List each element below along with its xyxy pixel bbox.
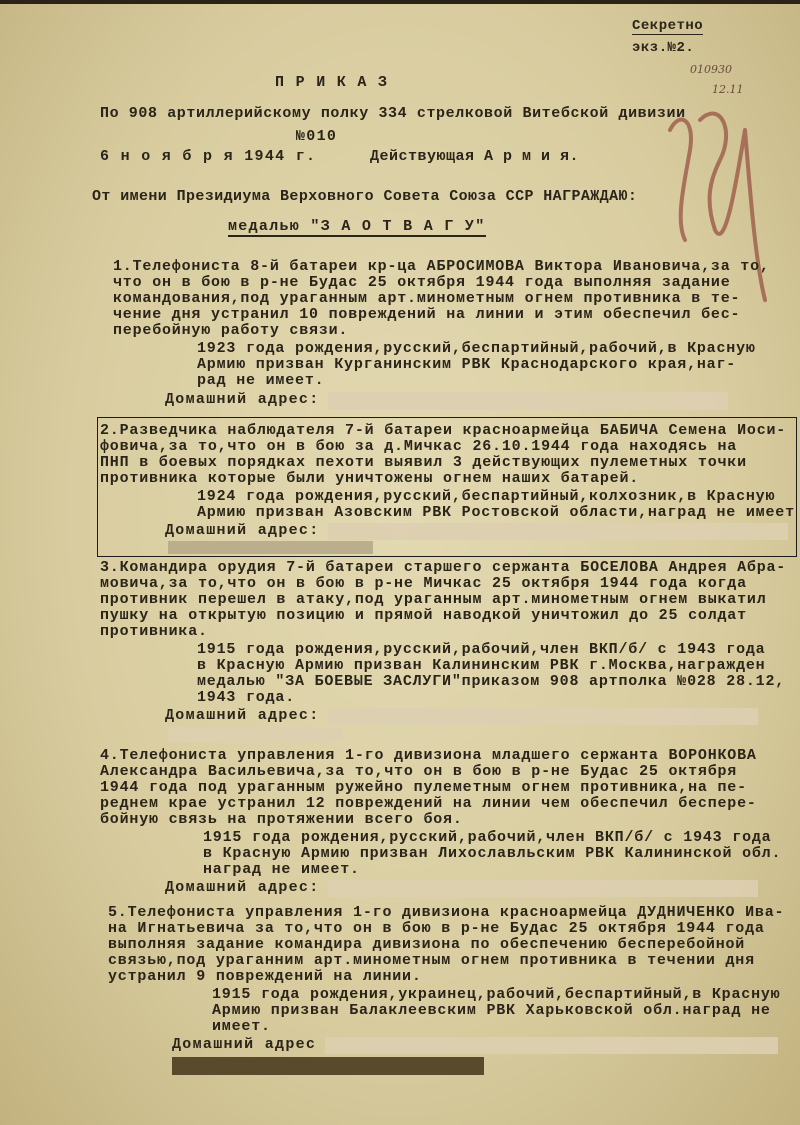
redacted-address: [328, 523, 788, 540]
biography-line: Армию призван Курганинским РВК Краснодарского края,наг-: [197, 356, 737, 373]
preamble: От имени Президиума Верховного Совета Союза ССР НАГРАЖДАЮ:: [92, 188, 638, 205]
award-text-line: противника.: [100, 623, 208, 640]
award-text-line: мовича,за то,что он в бою в р-не Мичкас 25 октября 1944 года когда: [100, 575, 747, 592]
award-item-2-bio: [197, 489, 795, 521]
redacted-address: [325, 1037, 778, 1054]
biography-line: 1915 года рождения,русский,рабочий,член ВКП/б/ с 1943 года: [203, 829, 772, 846]
biography-line: 1923 года рождения,русский,беспартийный,рабочий,в Красную: [197, 340, 756, 357]
biography-line: наград не имеет.: [203, 861, 360, 878]
award-text-line: 2.Разведчика наблюдателя 7-й батареи красноармейца БАБИЧА Семена Иоси-: [100, 422, 787, 439]
redacted-address: [328, 392, 728, 410]
biography-line: Армию призван Азовским РВК Ростовской области,наград не имеет: [197, 504, 795, 521]
award-item-1: [113, 259, 770, 339]
biography-line: в Красную Армию призван Калининским РВК г.Москва,награжден: [197, 657, 766, 674]
biography-line: медалью "ЗА БОЕВЫЕ ЗАСЛУГИ"приказом 908 артполка №028 28.12,: [197, 673, 786, 690]
award-text-line: 3.Командира орудия 7-й батареи старшего сержанта БОСЕЛОВА Андрея Абра-: [100, 559, 787, 576]
biography-line: 1915 года рождения,русский,рабочий,член ВКП/б/ с 1943 года: [197, 641, 766, 658]
secret-stamp: Секретно: [632, 18, 704, 34]
biography-line: Армию призван Балаклеевским РВК Харьковской обл.наград не: [212, 1002, 771, 1019]
award-text-line: 1.Телефониста 8-й батареи кр-ца АБРОСИМОВА Виктора Ивановича,за то,: [113, 258, 770, 275]
address-label: Домашний адрес:: [165, 391, 320, 408]
award-item-5-bio: [212, 987, 780, 1035]
award-item-1-bio: [197, 341, 756, 389]
award-text-line: реднем крае устранил 12 повреждений на линии чем обеспечил беспере-: [100, 795, 757, 812]
award-text-line: противник перешел в атаку,под ураганным арт.минометным огнем выкатил: [100, 591, 767, 608]
award-text-line: связью,под ураганним арт.минометным огнем противника в течении дня: [108, 952, 755, 969]
award-text-line: ПНП в боевых порядках пехоти выявил 3 действующих пулеметных точки: [100, 454, 747, 471]
award-text-line: чение дня устранил 10 повреждений на линии и этим обеспечил бес-: [113, 306, 741, 323]
unit-line: По 908 артиллерийскому полку 334 стрелковой Витебской дивизии: [100, 105, 686, 122]
award-item-4-bio: [203, 830, 781, 878]
award-text-line: выполняя задание командира дивизиона по обеспечению бесперебойной: [108, 936, 746, 953]
medal-name: медалью "З А О Т В А Г У": [228, 218, 486, 235]
location: Действующая А р м и я.: [370, 148, 580, 165]
redacted-address: [168, 541, 373, 554]
award-text-line: Александра Васильевича,за то,что он в бою в р-не Будас 25 октября: [100, 763, 738, 780]
order-number: №010: [296, 128, 338, 145]
order-date: 6 н о я б р я 1944 г.: [100, 148, 317, 165]
address-label: Домашний адрес:: [165, 879, 320, 896]
award-item-4: [100, 748, 757, 828]
award-text-line: противника которые были уничтожены огнем наших батарей.: [100, 470, 640, 487]
award-text-line: 1944 года под ураганным ружейно пулеметным огнем противника,на пе-: [100, 779, 747, 796]
award-text-line: перебойную работу связи.: [113, 322, 349, 339]
award-item-5: [108, 905, 784, 985]
award-text-line: командования,под ураганным арт.минометным огнем противника в те-: [113, 290, 741, 307]
scan-edge: [0, 0, 800, 4]
copy-number: экз.№2.: [632, 40, 695, 56]
award-text-line: 5.Телефониста управления 1-го дивизиона красноармейца ДУДНИЧЕНКО Ива-: [108, 904, 785, 921]
redacted-address: [328, 880, 758, 897]
redacted-address-bar: [172, 1057, 484, 1075]
award-item-3-bio: [197, 642, 785, 706]
address-label: Домашний адрес:: [165, 707, 320, 724]
biography-line: 1943 года.: [197, 689, 296, 706]
handwritten-date: 12.11: [712, 83, 744, 96]
biography-line: рад не имеет.: [197, 372, 325, 389]
award-item-3: [100, 560, 786, 640]
award-text-line: что он в бою в р-не Будас 25 октября 1944 года выполняя задание: [113, 274, 731, 291]
redacted-address: [328, 708, 758, 725]
biography-line: 1924 года рождения,русский,беспартийный,колхозник,в Красную: [197, 488, 776, 505]
biography-line: 1915 года рождения,украинец,рабочий,беспартийный,в Красную: [212, 986, 781, 1003]
handwritten-number: 010930: [690, 63, 732, 76]
award-text-line: пушку на открытую позицию и прямой наводкой уничтожил до 25 солдат: [100, 607, 747, 624]
award-text-line: 4.Телефониста управления 1-го дивизиона младшего сержанта ВОРОНКОВА: [100, 747, 757, 764]
award-text-line: на Игнатьевича за то,что он в бою в р-не Будас 25 октября 1944 года: [108, 920, 765, 937]
award-text-line: фовича,за то,что он в бою за д.Мичкас 26.10.1944 года находясь на: [100, 438, 738, 455]
award-text-line: устранил 9 повреждений на линии.: [108, 968, 422, 985]
biography-line: имеет.: [212, 1018, 271, 1035]
redacted-address: [168, 727, 343, 742]
biography-line: в Красную Армию призван Лихославльским РВК Калининской обл.: [203, 845, 782, 862]
award-text-line: бойную связь на протяжении всего боя.: [100, 811, 463, 828]
award-item-2: [100, 423, 786, 487]
address-label: Домашний адрес: [172, 1036, 317, 1053]
order-title: П Р И К А З: [275, 74, 389, 91]
address-label: Домашний адрес:: [165, 522, 320, 539]
